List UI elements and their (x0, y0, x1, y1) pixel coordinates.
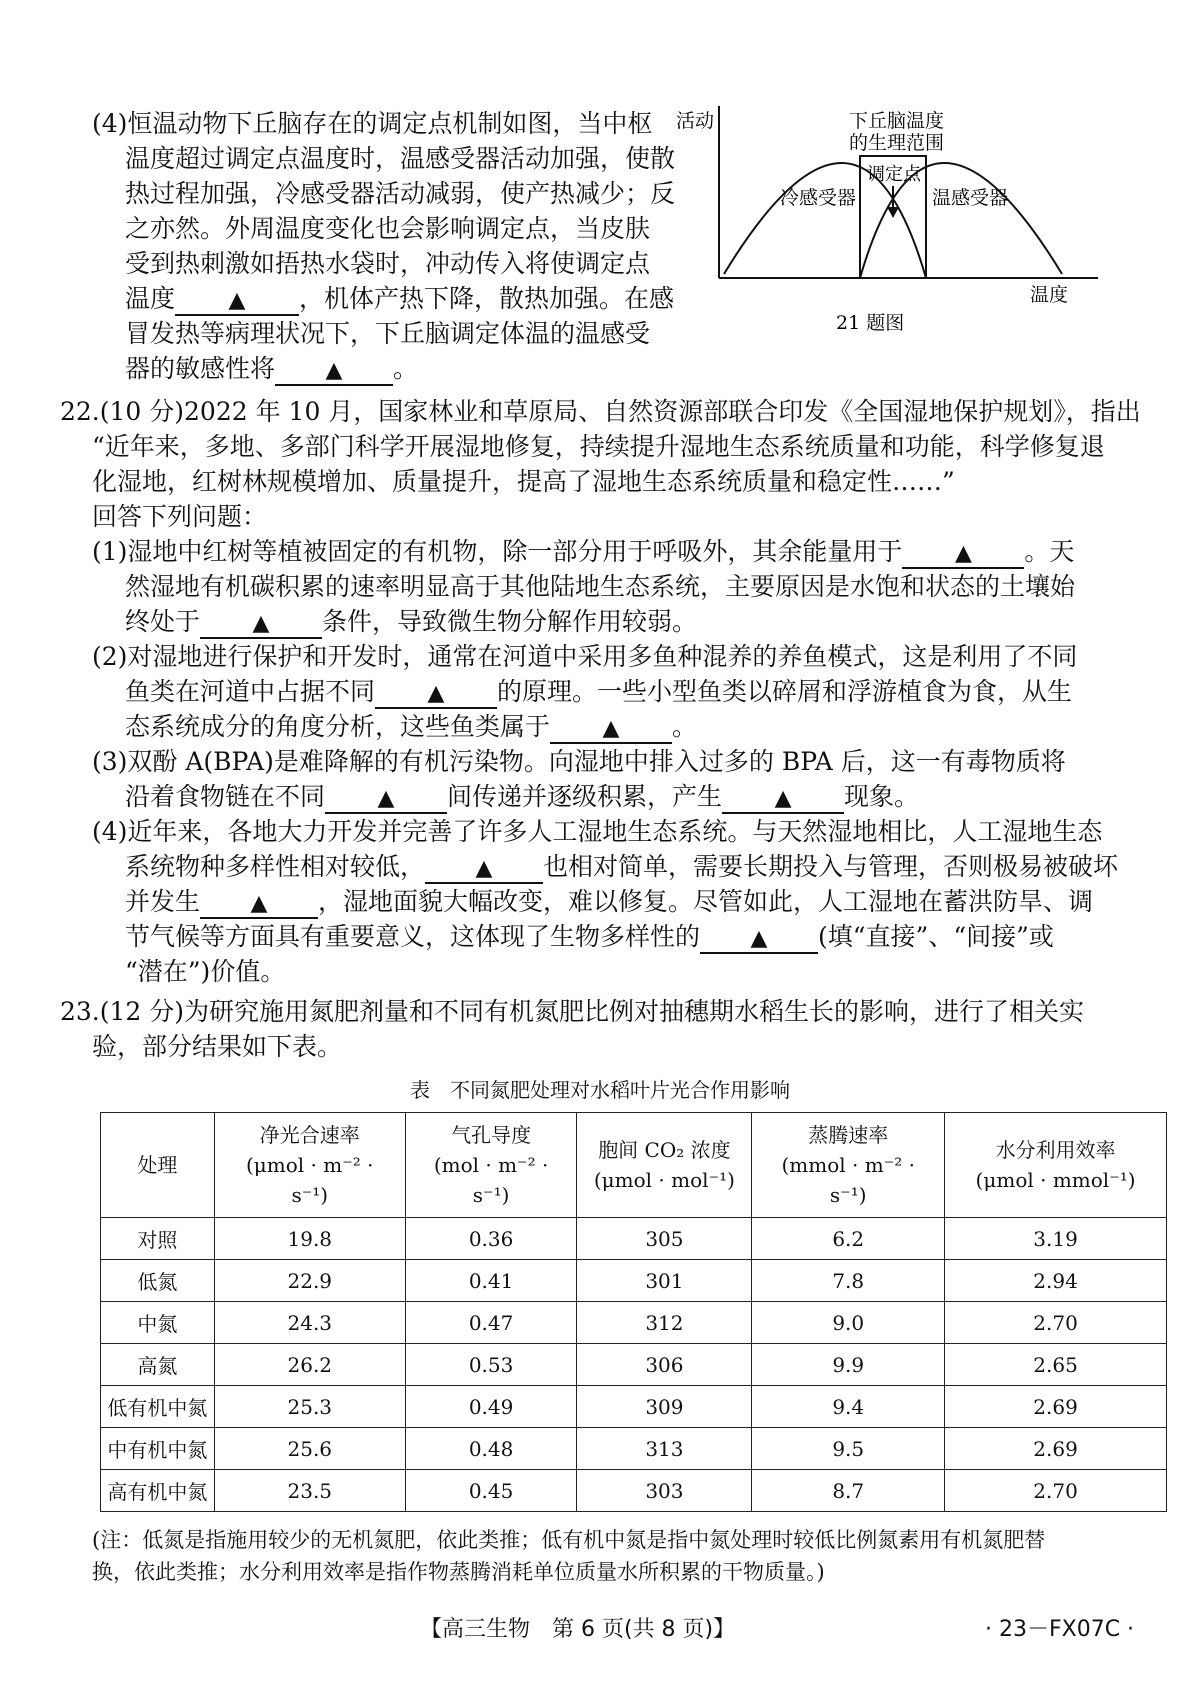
blank-triangle-icon: ▲ (325, 358, 343, 383)
q23-intro-2: 验，部分结果如下表。 (92, 1032, 343, 1061)
figure-caption: 21 题图 (836, 312, 905, 334)
blank-triangle-icon: ▲ (602, 716, 620, 741)
setpoint-diagram (676, 104, 1100, 336)
exam-code: · 23－FX07C · (985, 1617, 1135, 1642)
table-cell: 22.9 (214, 1260, 405, 1302)
table-cell: 306 (577, 1344, 752, 1386)
table-cell: 303 (577, 1470, 752, 1512)
header-line: (μmol · mol⁻¹) (593, 1168, 735, 1192)
table-row (101, 1386, 1167, 1428)
q21-line-3: 热过程加强，冷感受器活动减弱，使产热减少；反 (125, 179, 676, 208)
q23-intro-1: 23.(12 分)为研究施用氮肥剂量和不同有机氮肥比例对抽穗期水稻生长的影响，进行了相关实 (60, 997, 1085, 1026)
q22-intro-2: “近年来，多地、多部门科学开展湿地修复，持续提升湿地生态系统质量和功能，科学修复退 (92, 432, 1105, 461)
table-caption: 表 不同氮肥处理对水稻叶片光合作用影响 (410, 1078, 790, 1102)
table-row (101, 1302, 1167, 1344)
answer-blank[interactable] (722, 782, 844, 814)
q21-line-8-end: 。 (393, 354, 419, 383)
table-cell: 0.41 (405, 1260, 577, 1302)
q22-p4-text: 系统物种多样性相对较低， (125, 852, 426, 881)
q21-line-8 (125, 352, 418, 386)
table-cell: 25.6 (214, 1428, 405, 1470)
table-cell: 中有机中氮 (101, 1428, 215, 1470)
blank-triangle-icon: ▲ (377, 786, 395, 811)
q21-line-7: 冒发热等病理状况下，下丘脑调定体温的温感受 (125, 319, 651, 348)
q21-line-6-end: ，机体产热下降，散热加强。在感 (299, 284, 675, 313)
q22-p1-text: 终处于 (125, 607, 201, 636)
q22-p2-line-3 (125, 710, 697, 744)
table-cell: 0.36 (405, 1218, 577, 1260)
table-cell: 低有机中氮 (101, 1386, 215, 1428)
table-row (101, 1260, 1167, 1302)
answer-blank[interactable] (550, 712, 672, 744)
table-cell: 高有机中氮 (101, 1470, 215, 1512)
table-row (101, 1344, 1167, 1386)
table-row (101, 1218, 1167, 1260)
q22-p4-line-5: “潜在”)价值。 (125, 957, 286, 986)
q22-intro-4: 回答下列问题： (92, 502, 268, 531)
setpoint-label: 调定点 (867, 164, 921, 185)
table-cell: 24.3 (214, 1302, 405, 1344)
cold-receptor-label: 冷感受器 (780, 187, 857, 209)
table-cell: 2.94 (945, 1260, 1167, 1302)
table-cell: 2.69 (945, 1386, 1167, 1428)
header-line: 气孔导度 (451, 1123, 532, 1147)
q22-p3-text: 间传递并逐级积累，产生 (447, 782, 723, 811)
table-cell: 2.65 (945, 1344, 1167, 1386)
table-note-line-2: 换，依此类推；水分利用效率是指作物蒸腾消耗单位质量水所积累的干物质量。) (92, 1560, 825, 1584)
range-label-1: 下丘脑温度 (849, 110, 945, 132)
header-line: (mmol · m⁻² · (781, 1153, 915, 1177)
q22-intro-3: 化湿地，红树林规模增加、质量提升，提高了湿地生态系统质量和稳定性……” (92, 467, 955, 496)
q22-p2-text: 。 (672, 712, 698, 741)
header-treatment (101, 1113, 215, 1218)
blank-triangle-icon: ▲ (252, 611, 270, 636)
warm-receptor-label: 温感受器 (932, 187, 1009, 209)
blank-triangle-icon: ▲ (954, 541, 972, 566)
header-line: 蒸腾速率 (808, 1123, 889, 1147)
table-cell: 9.9 (752, 1344, 945, 1386)
header-line: (μmol · mmol⁻¹) (975, 1168, 1136, 1192)
header-line: s⁻¹) (291, 1183, 329, 1207)
blank-triangle-icon: ▲ (750, 926, 768, 951)
arrow-down-icon (887, 207, 899, 218)
q22-intro-1: 22.(10 分)2022 年 10 月，国家林业和草原局、自然资源部联合印发《全国湿地保护规划》，指出 (60, 397, 1141, 426)
table-cell: 19.8 (214, 1218, 405, 1260)
header-line: 处理 (137, 1153, 178, 1177)
header-line: s⁻¹) (829, 1183, 867, 1207)
table-cell: 0.47 (405, 1302, 577, 1344)
table-cell: 309 (577, 1386, 752, 1428)
q22-p2-line-2 (125, 675, 1072, 709)
q22-p1-line-3 (125, 605, 697, 639)
table-header-row (101, 1113, 1167, 1218)
header-line: 胞间 CO₂ 浓度 (598, 1138, 731, 1162)
q22-p4-line-2 (125, 850, 1118, 884)
table-cell: 301 (577, 1260, 752, 1302)
q21-line-4: 之亦然。外周温度变化也会影响调定点，当皮肤 (125, 214, 651, 243)
table-row (101, 1428, 1167, 1470)
q22-p3-text: 沿着食物链在不同 (125, 782, 326, 811)
answer-blank[interactable] (275, 354, 393, 386)
header-line: (mol · m⁻² · (433, 1153, 549, 1177)
q22-p2-text: 的原理。一些小型鱼类以碎屑和浮游植食为食，从生 (497, 677, 1073, 706)
q21-line-1: (4)恒温动物下丘脑存在的调定点机制如图，当中枢 (92, 109, 653, 138)
answer-blank[interactable] (175, 284, 299, 316)
table-cell: 6.2 (752, 1218, 945, 1260)
table-cell: 高氮 (101, 1344, 215, 1386)
header-line: (μmol · m⁻² · (246, 1153, 374, 1177)
page-footer: 【高三生物 第 6 页(共 8 页)】 (420, 1617, 736, 1642)
q22-p1-line-1 (92, 535, 1074, 569)
header-line: 水分利用效率 (995, 1138, 1116, 1162)
figure-y-label: 活动 (676, 110, 715, 132)
answer-blank[interactable] (325, 782, 447, 814)
q22-p4-line-3 (125, 885, 1093, 919)
table-row (101, 1470, 1167, 1512)
header-water-use-efficiency (945, 1113, 1167, 1218)
table-cell: 305 (577, 1218, 752, 1260)
nitrogen-treatment-table (100, 1112, 1167, 1512)
blank-triangle-icon: ▲ (427, 681, 445, 706)
q22-p4-text: 也相对简单，需要长期投入与管理，否则极易被破坏 (543, 852, 1119, 881)
table-cell: 中氮 (101, 1302, 215, 1344)
q21-line-8-start: 器的敏感性将 (125, 354, 276, 383)
blank-triangle-icon: ▲ (774, 786, 792, 811)
table-cell: 313 (577, 1428, 752, 1470)
answer-blank[interactable] (700, 922, 818, 954)
answer-blank[interactable] (902, 537, 1024, 569)
q21-line-6 (125, 282, 674, 316)
table-cell: 312 (577, 1302, 752, 1344)
table-cell: 2.70 (945, 1470, 1167, 1512)
table-cell: 25.3 (214, 1386, 405, 1428)
q22-p4-text: (填“直接”、“间接”或 (818, 922, 1054, 951)
q22-p1-text: 条件，导致微生物分解作用较弱。 (322, 607, 698, 636)
blank-triangle-icon: ▲ (250, 891, 268, 916)
q22-p2-line-1: (2)对湿地进行保护和开发时，通常在河道中采用多鱼种混养的养鱼模式，这是利用了不同 (92, 642, 1078, 671)
q22-p4-line-1: (4)近年来，各地大力开发并完善了许多人工湿地生态系统。与天然湿地相比，人工湿地生态 (92, 817, 1103, 846)
q22-p4-text: 并发生 (125, 887, 201, 916)
q22-p3-line-2 (125, 780, 919, 814)
q22-p4-text: ，湿地面貌大幅改变，难以修复。尽管如此，人工湿地在蓄洪防旱、调 (318, 887, 1094, 916)
q21-line-5: 受到热刺激如捂热水袋时，冲动传入将使调定点 (125, 249, 651, 278)
table-note-line-1: (注：低氮是指施用较少的无机氮肥，依此类推；低有机中氮是指中氮处理时较低比例氮素用有机氮肥替 (92, 1528, 1046, 1552)
q21-line-2: 温度超过调定点温度时，温感受器活动加强，使散 (125, 144, 676, 173)
answer-blank[interactable] (425, 852, 543, 884)
q22-p3-text: 现象。 (844, 782, 920, 811)
table-cell: 8.7 (752, 1470, 945, 1512)
header-transpiration-rate (752, 1113, 945, 1218)
table-cell: 0.48 (405, 1428, 577, 1470)
q22-p2-text: 鱼类在河道中占据不同 (125, 677, 376, 706)
table-cell: 3.19 (945, 1218, 1167, 1260)
table-cell: 2.69 (945, 1428, 1167, 1470)
table-cell: 0.49 (405, 1386, 577, 1428)
answer-blank[interactable] (200, 607, 322, 639)
table-cell: 9.5 (752, 1428, 945, 1470)
table-cell: 9.0 (752, 1302, 945, 1344)
table-cell: 0.53 (405, 1344, 577, 1386)
figure-x-label: 温度 (1030, 284, 1069, 306)
table-cell: 7.8 (752, 1260, 945, 1302)
table-cell: 23.5 (214, 1470, 405, 1512)
blank-triangle-icon: ▲ (228, 288, 246, 313)
blank-triangle-icon: ▲ (475, 856, 493, 881)
answer-blank[interactable] (200, 887, 318, 919)
q22-p1-text: (1)湿地中红树等植被固定的有机物，除一部分用于呼吸外，其余能量用于 (92, 537, 903, 566)
header-intercellular-co2 (577, 1113, 752, 1218)
header-line: s⁻¹) (472, 1183, 510, 1207)
q22-p4-text: 节气候等方面具有重要意义，这体现了生物多样性的 (125, 922, 701, 951)
q22-p2-text: 态系统成分的角度分析，这些鱼类属于 (125, 712, 551, 741)
q22-p4-line-4 (125, 920, 1054, 954)
q21-line-6-start: 温度 (125, 284, 176, 313)
table-cell: 0.45 (405, 1470, 577, 1512)
table-cell: 26.2 (214, 1344, 405, 1386)
header-stomatal-conductance (405, 1113, 577, 1218)
table-cell: 2.70 (945, 1302, 1167, 1344)
range-label-2: 的生理范围 (849, 132, 945, 154)
table-cell: 对照 (101, 1218, 215, 1260)
header-net-photosynthesis (214, 1113, 405, 1218)
q22-p1-line-2: 然湿地有机碳积累的速率明显高于其他陆地生态系统，主要原因是水饱和状态的土壤始 (125, 572, 1076, 601)
q22-p1-text: 。天 (1024, 537, 1075, 566)
q22-p3-line-1: (3)双酚 A(BPA)是难降解的有机污染物。向湿地中排入过多的 BPA 后，这一有毒物质将 (92, 747, 1066, 776)
answer-blank[interactable] (375, 677, 497, 709)
table-cell: 9.4 (752, 1386, 945, 1428)
table-cell: 低氮 (101, 1260, 215, 1302)
header-line: 净光合速率 (259, 1123, 360, 1147)
